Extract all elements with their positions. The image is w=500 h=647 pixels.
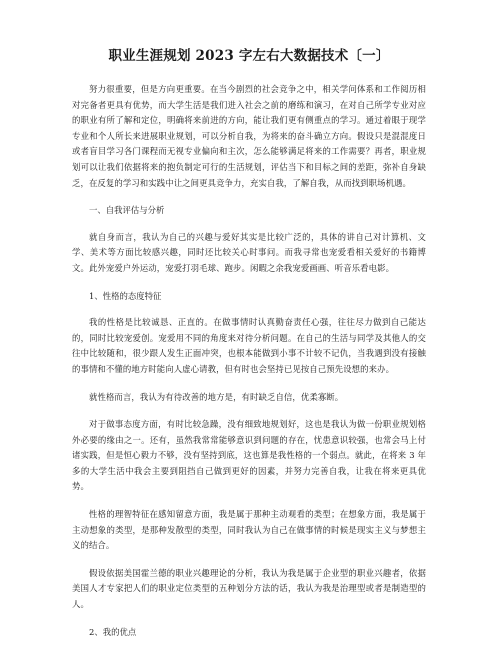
work-attitude-paragraph: 对于做事态度方面，有时比较急躁，没有细致地规划好，这也是我认为做一份职业规划格外必要的缘由之一。还有，虽然我常常能够意识到问题的存在，忧患意识较强，也常会马上付诸实践，但是恒心毅力不够，没有坚持到底，这也算是我性格的一个弱点。就此，在将来 3 年多的大学生活中我会主要到阻挡自己做到更好的因素，并努力完善自我，让我在将来更具优势。	[72, 419, 426, 492]
rational-traits-paragraph: 性格的理智特征在感知留意方面，我是属于那种主动观看的类型；在想象方面，我是属于主动想象的类型，是那种发散型的类型，同时我认为自己在做事情的时候是现实主义与梦想主义的结合。	[72, 509, 426, 551]
interests-paragraph: 就自身而言，我认为自己的兴趣与爱好其实是比较广泛的，具体的讲自己对计算机、文学、美术等方面比较感兴趣，同时还比较关心时事问。而我寻常也宠爱看相关爱好的书籍博文。此外宠爱户外运动，宠爱打羽毛球、跑步。闲暇之余我宠爱画画、听音乐看电影。	[72, 231, 426, 273]
improvement-paragraph: 就性格而言，我认为有待改善的地方是，有时缺乏自信，优柔寡断。	[89, 391, 344, 402]
subheading-my-strengths: 2、我的优点	[89, 626, 137, 637]
subheading-personality-attitude: 1、性格的态度特征	[89, 290, 162, 301]
holland-theory-paragraph: 假设依据美国霍兰德的职业兴趣理论的分析，我认为我是属于企业型的职业兴趣者，依据美国人才专家把人们的职业定位类型的五种划分方法的话，我认为我是治理型或者是制造型的人。	[72, 567, 426, 610]
intro-paragraph: 努力很重要，但是方向更重要。在当今剧烈的社会竞争之中，相关学问体系和工作阅历相对完备者更具有优势，而大学生活是我们进入社会之前的磨练和演习，在对自己所学专业对应的职业有所了解和定位，明确将来前进的方向，能让我们更有侧重点的学习。通过着眼于现学专业和个人所长来进展职业规划，可以分析自我，为将来的奋斗确立方向。假设只是混混度日或者盲目学习各门课程而无视专业偏向和主次，怎么能够满足将来的工作需要？再者，职业规划可以让我们依据将来的抱负制定可行的生活规划，评估当下和目标之间的差距，弥补自身缺乏，在反复的学习和实践中让之间更具竞争力，充实自我，了解自我，从而找到职场机遇。	[72, 84, 426, 188]
document-title: 职业生涯规划 2023 字左右大数据技术〔一〕	[108, 48, 390, 64]
personality-paragraph: 我的性格是比较诚恳、正直的。在做事情时认真勤奋责任心强，往往尽力做到自己能达的，同时比较宠爱创。宠爱用不同的角度来对待分析问题。在自己的生活与同学及其他人的交往中比较随和，很少跟人发生正面冲突，也根本能做到小事不计较不记仇，当我遇到没有接触的事情和不懂的地方时能向人虚心请教，但有时也会坚持已见按自己预先设想的来办。	[72, 317, 426, 374]
section-heading-self-assessment: 一、自我评估与分析	[89, 205, 165, 216]
